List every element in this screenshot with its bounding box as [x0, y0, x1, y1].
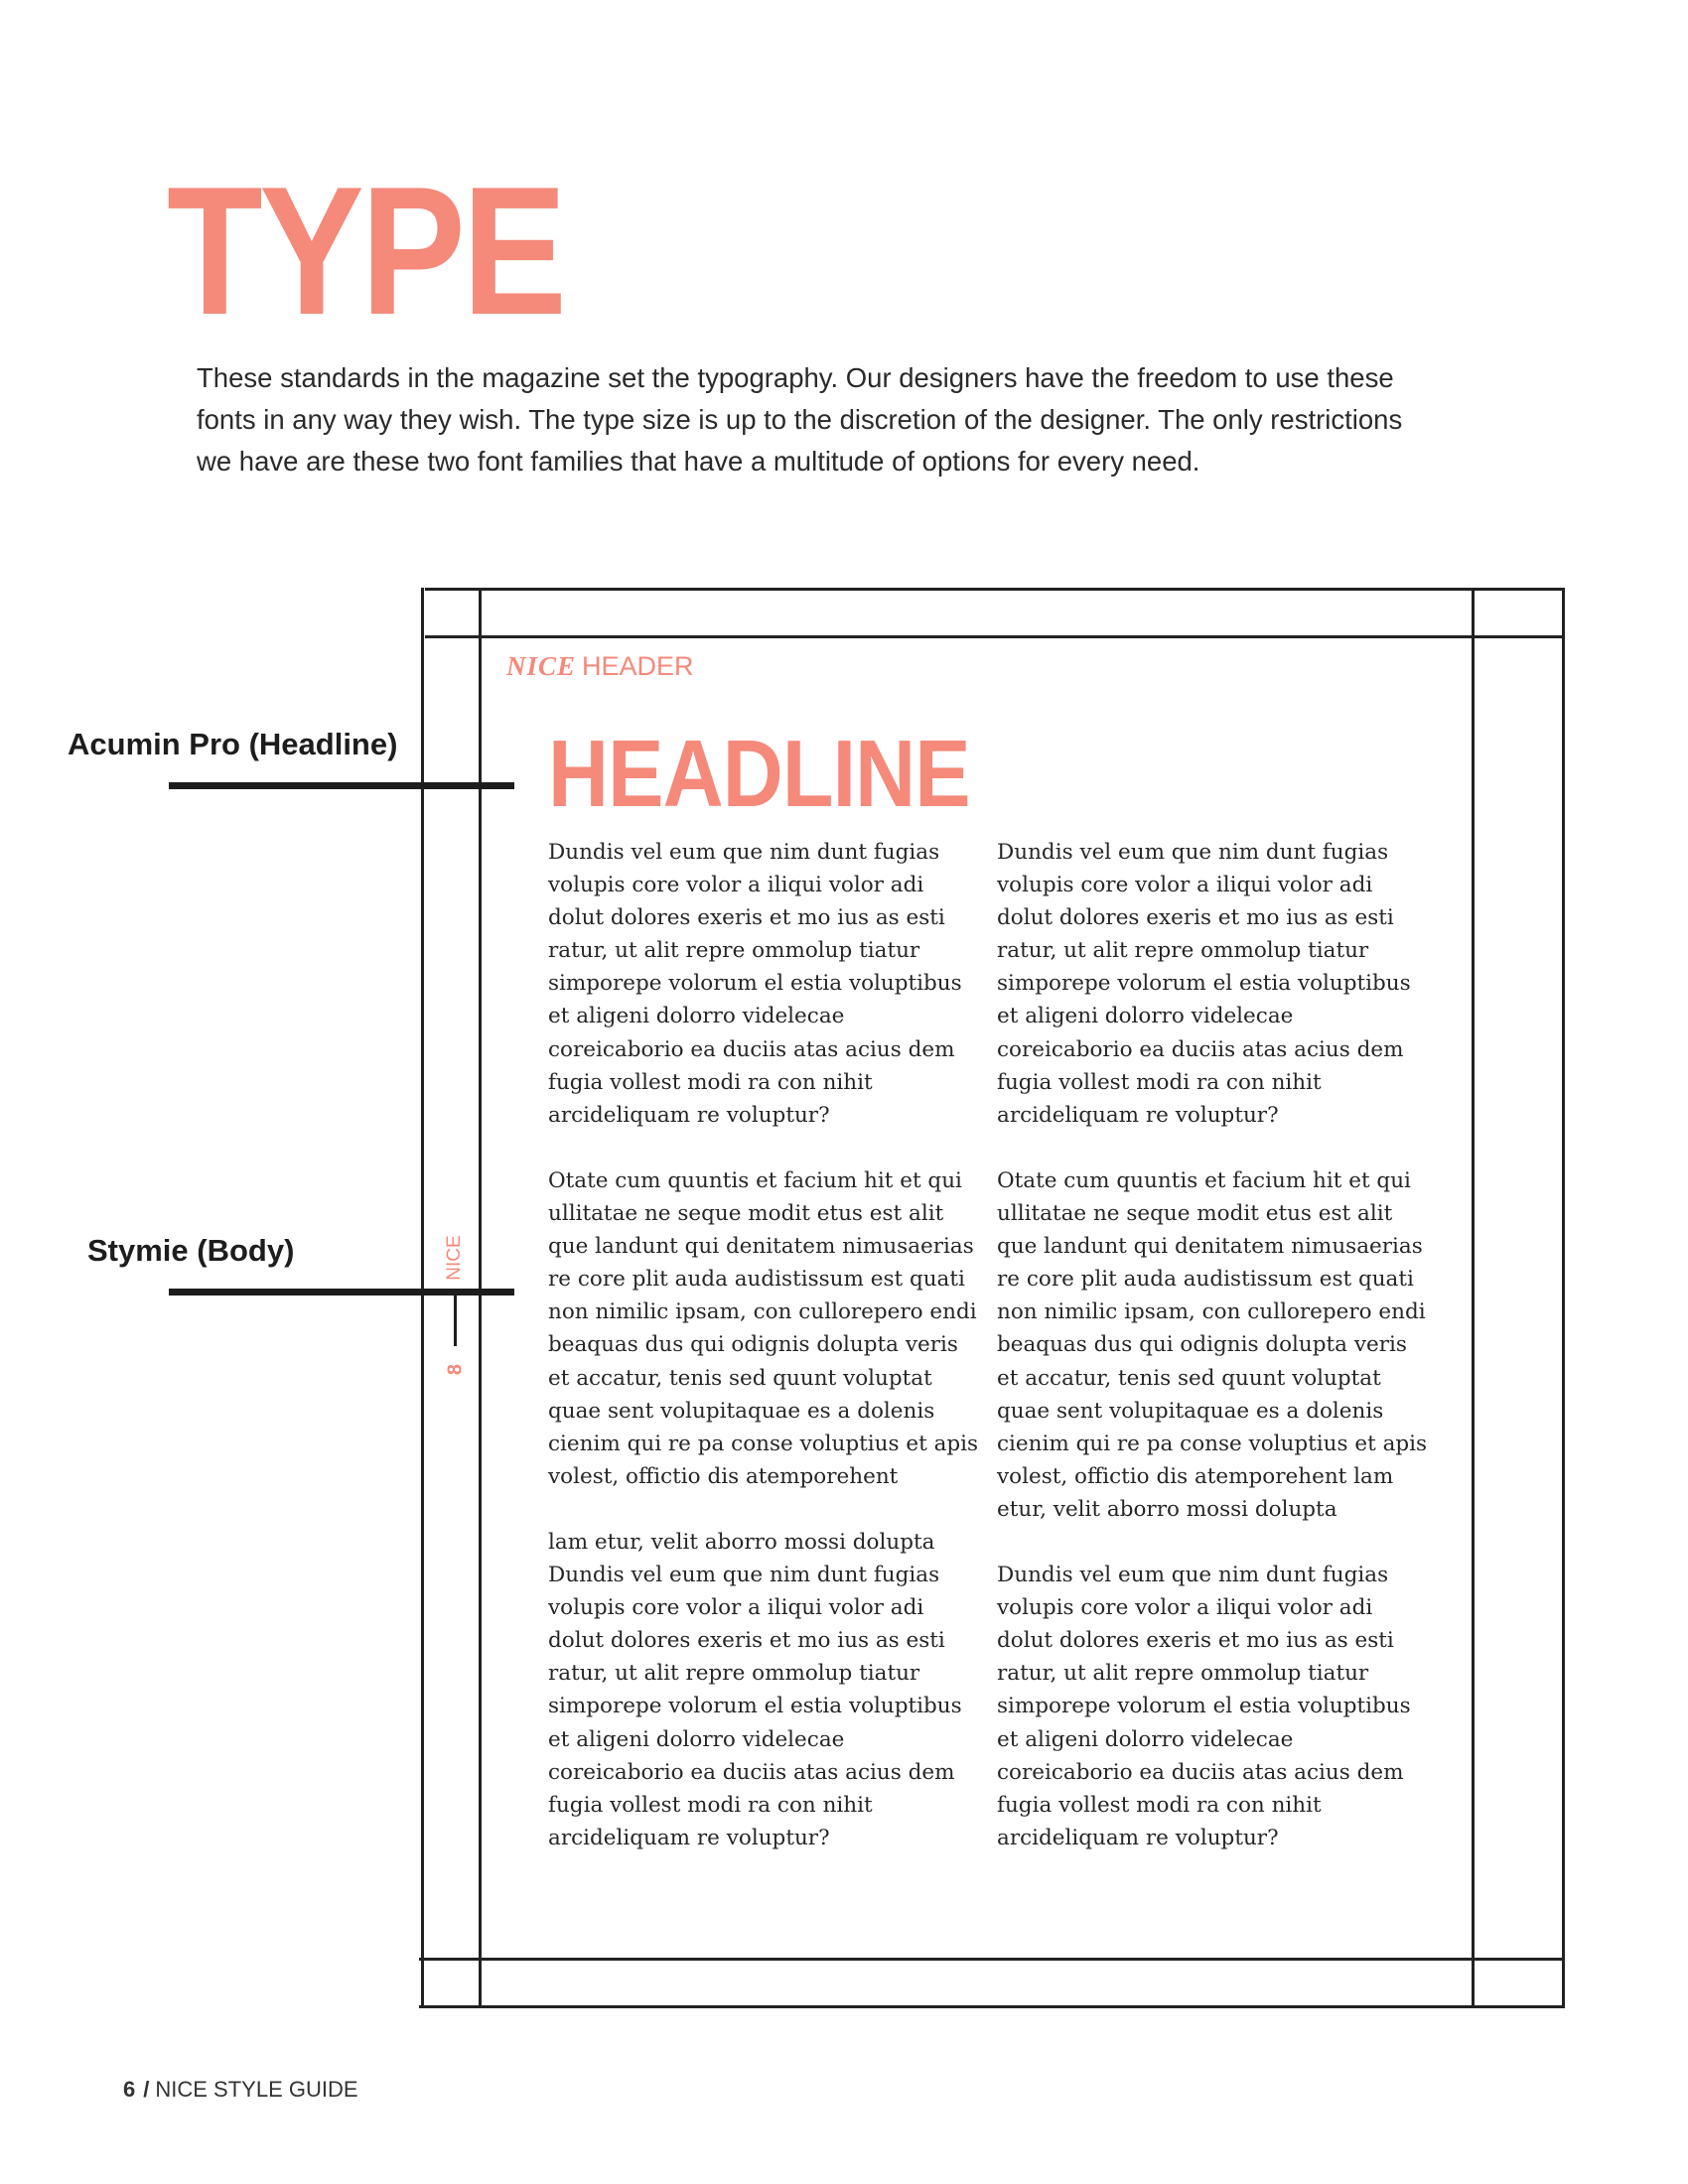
spine-label: NICE	[444, 1235, 465, 1281]
margin-bottom	[419, 1958, 1565, 1961]
margin-right	[1472, 588, 1475, 2007]
left-col-paragraph-4: Dundis vel eum que nim dunt fugias volupis core volor a iliqui volor adi dolut dolores exeris et mo ius as esti ratur, ut alit repre ommolup tiatur simporepe volorum el estia voluptibus et aligeni dolorro videlecae coreicaborio ea duciis atas acius dem fugia vollest modi ra con nihit arcideliquam re voluptur?	[548, 1563, 962, 1850]
mockup-left-column	[548, 836, 981, 1887]
left-col-paragraph-1: Dundis vel eum que nim dunt fugias volupis core volor a iliqui volor adi dolut dolores exeris et mo ius as esti ratur, ut alit repre ommolup tiatur simporepe volorum el estia voluptibus et aligeni dolorro videlecae coreicaborio ea duciis atas acius dem fugia vollest modi ra con nihit arcideliquam re voluptur?	[548, 840, 962, 1128]
spine-divider	[454, 1291, 457, 1346]
spine-page-number: 8	[444, 1363, 467, 1376]
margin-top	[425, 635, 1565, 638]
frame-left-outer	[421, 588, 424, 2007]
mockup-header-brand: NICE	[506, 651, 577, 681]
right-col-paragraph-2: Otate cum quuntis et facium hit et qui ullitatae ne seque modit etus est alit que landunt qui denitatem nimusaerias re core plit auda audistissum est quati non nimilic ipsam, con cullorepero endi beaquas dus qui odignis dolupta veris et accatur, tenis sed quunt voluptat quae sent volupitaquae es a dolenis cienim qui re pa conse voluptius et apis volest, offictio dis atemporehent lam etur, velit aborro mossi dolupta	[997, 1167, 1428, 1522]
intro-paragraph: These standards in the magazine set the typography. Our designers have the freedom to use these fonts in any way they wish. The type size is up to the discretion of the designer. The only restrictions we have are these two font families that have a multitude of options for every need.	[197, 362, 1403, 477]
right-col-paragraph-3: Dundis vel eum que nim dunt fugias volupis core volor a iliqui volor adi dolut dolores exeris et mo ius as esti ratur, ut alit repre ommolup tiatur simporepe volorum el estia voluptibus et aligeni dolorro videlecae coreicaborio ea duciis atas acius dem fugia vollest modi ra con nihit arcideliquam re voluptur?	[997, 1563, 1411, 1850]
footer-page-number: 6	[123, 2077, 136, 2102]
mockup-header	[506, 651, 694, 682]
body-font-callout: Stymie (Body)	[87, 1233, 295, 1268]
mockup-right-column	[997, 836, 1430, 1887]
frame-right-outer	[1562, 588, 1565, 2007]
margin-left	[479, 588, 482, 2007]
page-footer	[123, 2077, 358, 2103]
headline-callout-pointer	[169, 782, 514, 789]
headline-font-callout: Acumin Pro (Headline)	[68, 727, 398, 761]
footer-guide-name: NICE STYLE GUIDE	[155, 2077, 358, 2102]
frame-bottom-outer	[419, 2005, 1565, 2008]
mockup-headline: HEADLINE	[548, 721, 970, 827]
left-col-paragraph-2: Otate cum quuntis et facium hit et qui ullitatae ne seque modit etus est alit que landunt qui denitatem nimusaerias re core plit auda audistissum est quati non nimilic ipsam, con cullorepero endi beaquas dus qui odignis dolupta veris et accatur, tenis sed quunt voluptat quae sent volupitaquae es a dolenis cienim qui re pa conse voluptius et apis volest, offictio dis atemporehent	[548, 1167, 979, 1489]
mockup-spine-folio	[441, 1231, 471, 1390]
left-col-paragraph-3: lam etur, velit aborro mossi dolupta	[548, 1529, 935, 1555]
body-callout-pointer	[169, 1289, 514, 1296]
footer-separator: /	[143, 2077, 150, 2102]
page-title: TYPE	[167, 148, 564, 352]
frame-top-outer	[425, 588, 1565, 591]
mockup-header-label: HEADER	[582, 651, 694, 681]
right-col-paragraph-1: Dundis vel eum que nim dunt fugias volupis core volor a iliqui volor adi dolut dolores exeris et mo ius as esti ratur, ut alit repre ommolup tiatur simporepe volorum el estia voluptibus et aligeni dolorro videlecae coreicaborio ea duciis atas acius dem fugia vollest modi ra con nihit arcideliquam re voluptur?	[997, 840, 1411, 1128]
